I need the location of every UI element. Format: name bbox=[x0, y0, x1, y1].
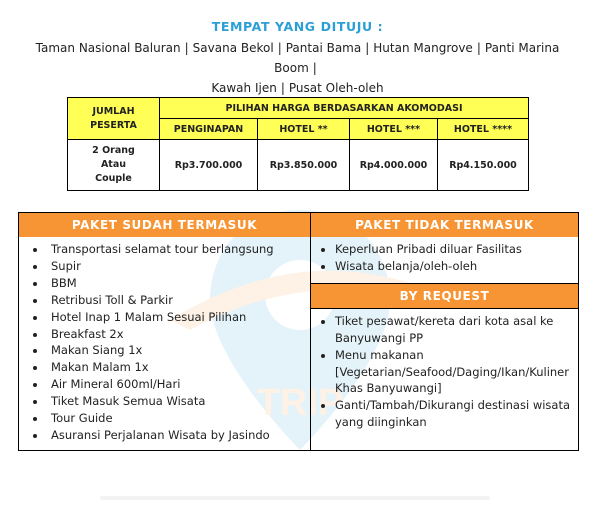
destination-item: Hutan Mangrove bbox=[373, 41, 473, 55]
participants-cell: 2 Orang Atau Couple bbox=[68, 140, 160, 191]
excluded-section bbox=[311, 213, 579, 451]
separator: | bbox=[280, 81, 285, 95]
bottom-divider bbox=[100, 496, 490, 500]
list-item: Makan Malam 1x bbox=[19, 359, 310, 376]
list-item: Wisata belanja/oleh-oleh bbox=[311, 258, 578, 275]
destination-item: Pusat Oleh-oleh bbox=[288, 81, 384, 95]
list-item: BBM bbox=[19, 275, 310, 292]
destination-item: Taman Nasional Baluran bbox=[35, 41, 181, 55]
by-request-title: BY REQUEST bbox=[311, 283, 578, 309]
price-hotel-3: Rp4.000.000 bbox=[350, 140, 438, 191]
included-title: PAKET SUDAH TERMASUK bbox=[19, 213, 310, 237]
participants-header: JUMLAH PESERTA bbox=[68, 98, 160, 140]
list-item: Tour Guide bbox=[19, 410, 310, 427]
list-item: Tiket pesawat/kereta dari kota asal ke Banyuwangi PP bbox=[311, 313, 578, 347]
list-item: Breakfast 2x bbox=[19, 326, 310, 343]
list-item: Retribusi Toll & Parkir bbox=[19, 292, 310, 309]
separator: | bbox=[184, 41, 189, 55]
list-item: Asuransi Perjalanan Wisata by Jasindo bbox=[19, 427, 310, 444]
list-item: Tiket Masuk Semua Wisata bbox=[19, 393, 310, 410]
watermark-text: TRIP bbox=[256, 382, 344, 424]
column-header-hotel-4: HOTEL **** bbox=[438, 119, 529, 140]
destination-item: Pantai Bama bbox=[285, 41, 362, 55]
package-table bbox=[18, 212, 579, 451]
list-item: Air Mineral 600ml/Hari bbox=[19, 376, 310, 393]
list-item: Ganti/Tambah/Dikurangi destinasi wisata yang diinginkan bbox=[311, 397, 578, 431]
list-item: Supir bbox=[19, 258, 310, 275]
price-table bbox=[67, 97, 529, 191]
destination-item: Savana Bekol bbox=[192, 41, 274, 55]
included-list bbox=[19, 237, 310, 448]
price-hotel-4: Rp4.150.000 bbox=[438, 140, 529, 191]
separator: | bbox=[312, 61, 317, 75]
options-header: PILIHAN HARGA BERDASARKAN AKOMODASI bbox=[160, 98, 529, 119]
destinations-title: TEMPAT YANG DITUJU : bbox=[211, 19, 384, 34]
excluded-title: PAKET TIDAK TERMASUK bbox=[311, 213, 578, 237]
destinations-list bbox=[12, 38, 583, 98]
price-penginapan: Rp3.700.000 bbox=[160, 140, 258, 191]
destination-item: Panti Marina Boom bbox=[274, 41, 560, 75]
by-request-list bbox=[311, 309, 578, 435]
column-header-hotel-3: HOTEL *** bbox=[350, 119, 438, 140]
list-item: Hotel Inap 1 Malam Sesuai Pilihan bbox=[19, 309, 310, 326]
column-header-hotel-2: HOTEL ** bbox=[258, 119, 350, 140]
separator: | bbox=[365, 41, 370, 55]
separator: | bbox=[277, 41, 282, 55]
excluded-list bbox=[311, 237, 578, 283]
price-hotel-2: Rp3.850.000 bbox=[258, 140, 350, 191]
column-header-penginapan: PENGINAPAN bbox=[160, 119, 258, 140]
list-item: Menu makanan [Vegetarian/Seafood/Daging/Ikan/Kuliner Khas Banyuwangi] bbox=[311, 347, 578, 398]
destination-item: Kawah Ijen bbox=[211, 81, 277, 95]
included-section bbox=[19, 213, 311, 451]
list-item: Makan Siang 1x bbox=[19, 342, 310, 359]
list-item: Transportasi selamat tour berlangsung bbox=[19, 241, 310, 258]
separator: | bbox=[476, 41, 481, 55]
list-item: Keperluan Pribadi diluar Fasilitas bbox=[311, 241, 578, 258]
